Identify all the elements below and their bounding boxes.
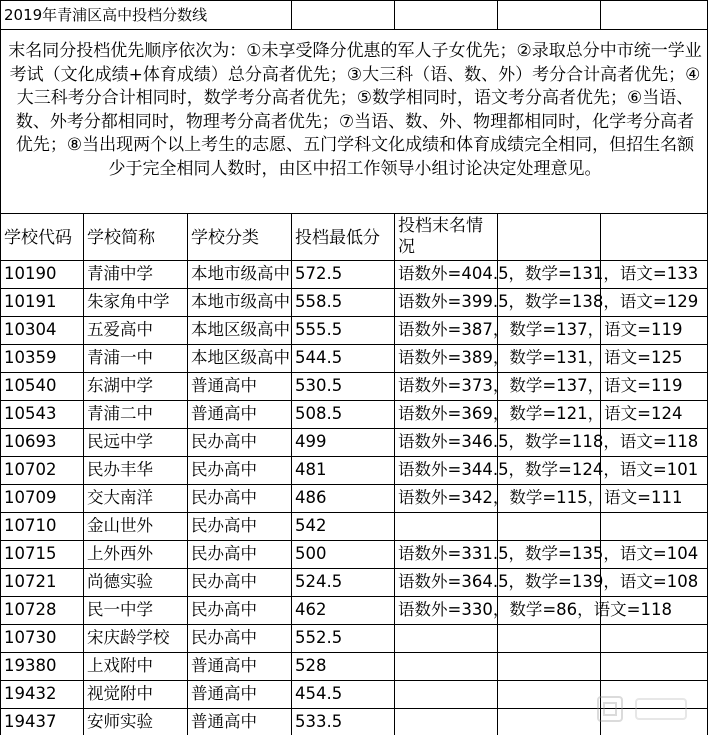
grid-line xyxy=(0,372,708,373)
cell-tie-info: 语数外=364.5，数学=139，语文=108 xyxy=(398,572,699,591)
cell-code: 10728 xyxy=(4,600,57,619)
cell-code: 10721 xyxy=(4,572,57,591)
cell-min-score: 572.5 xyxy=(295,264,343,283)
cell-category: 普通高中 xyxy=(191,376,257,395)
cell-code: 10540 xyxy=(4,376,57,395)
grid-line xyxy=(0,29,708,30)
grid-line xyxy=(0,568,708,569)
cell-category: 普通高中 xyxy=(191,656,257,675)
grid-line xyxy=(0,428,708,429)
cell-category: 本地市级高中 xyxy=(191,264,290,283)
grid-line xyxy=(0,288,708,289)
grid-line xyxy=(0,456,708,457)
cell-code: 10190 xyxy=(4,264,57,283)
grid-line xyxy=(394,0,395,29)
cell-code: 10304 xyxy=(4,320,57,339)
cell-tie-info: 语数外=331.5，数学=135，语文=104 xyxy=(398,544,699,563)
cell-category: 民办高中 xyxy=(191,600,257,619)
cell-min-score: 508.5 xyxy=(295,404,343,423)
cell-category: 民办高中 xyxy=(191,572,257,591)
cell-min-score: 533.5 xyxy=(295,712,343,731)
grid-line xyxy=(394,213,395,735)
cell-name: 朱家角中学 xyxy=(87,292,170,311)
grid-line xyxy=(0,0,708,1)
cell-tie-info: 语数外=399.5，数学=138，语文=129 xyxy=(398,292,699,311)
grid-line xyxy=(0,624,708,625)
cell-min-score: 528 xyxy=(295,656,327,675)
cell-min-score: 499 xyxy=(295,432,327,451)
grid-line xyxy=(497,0,498,29)
cell-category: 民办高中 xyxy=(191,628,257,647)
cell-min-score: 530.5 xyxy=(295,376,343,395)
cell-min-score: 542 xyxy=(295,516,327,535)
grid-line xyxy=(0,213,708,214)
cell-category: 民办高中 xyxy=(191,432,257,451)
header-school-category: 学校分类 xyxy=(191,228,259,248)
cell-code: 10715 xyxy=(4,544,57,563)
cell-code: 19437 xyxy=(4,712,57,731)
cell-tie-info: 语数外=404.5，数学=131，语文=133 xyxy=(398,264,699,283)
cell-min-score: 486 xyxy=(295,488,327,507)
grid-line xyxy=(0,596,708,597)
cell-name: 五爱高中 xyxy=(87,320,153,339)
cell-name: 上戏附中 xyxy=(87,656,153,675)
cell-min-score: 552.5 xyxy=(295,628,343,647)
cell-name: 青浦中学 xyxy=(87,264,153,283)
grid-line xyxy=(0,680,708,681)
grid-line xyxy=(0,316,708,317)
cell-category: 民办高中 xyxy=(191,544,257,563)
grid-line xyxy=(291,0,292,29)
cell-name: 青浦一中 xyxy=(87,348,153,367)
header-min-score: 投档最低分 xyxy=(295,228,380,248)
grid-line xyxy=(291,213,292,735)
cell-category: 本地区级高中 xyxy=(191,320,290,339)
cell-code: 10191 xyxy=(4,292,57,311)
cell-category: 本地市级高中 xyxy=(191,292,290,311)
grid-line xyxy=(0,652,708,653)
cell-code: 10693 xyxy=(4,432,57,451)
cell-code: 10710 xyxy=(4,516,57,535)
cell-min-score: 555.5 xyxy=(295,320,343,339)
cell-category: 普通高中 xyxy=(191,404,257,423)
cell-min-score: 544.5 xyxy=(295,348,343,367)
header-tie-info: 投档末名情况 xyxy=(398,216,483,257)
grid-line xyxy=(600,0,601,29)
cell-tie-info: 语数外=373，数学=137，语文=119 xyxy=(398,376,683,395)
cell-code: 10730 xyxy=(4,628,57,647)
cell-min-score: 500 xyxy=(295,544,327,563)
grid-line xyxy=(0,540,708,541)
cell-name: 安师实验 xyxy=(87,712,153,731)
cell-category: 普通高中 xyxy=(191,684,257,703)
grid-line xyxy=(187,213,188,735)
cell-tie-info: 语数外=344.5，数学=124，语文=101 xyxy=(398,460,699,479)
cell-name: 宋庆龄学校 xyxy=(87,628,170,647)
cell-name: 视觉附中 xyxy=(87,684,153,703)
cell-name: 金山世外 xyxy=(87,516,153,535)
cell-tie-info: 语数外=369，数学=121，语文=124 xyxy=(398,404,683,423)
cell-tie-info: 语数外=387，数学=137，语文=119 xyxy=(398,320,683,339)
cell-name: 民办丰华 xyxy=(87,460,153,479)
cell-min-score: 524.5 xyxy=(295,572,343,591)
sheet-title: 2019年青浦区高中投档分数线 xyxy=(4,6,208,24)
cell-code: 10543 xyxy=(4,404,57,423)
cell-category: 本地区级高中 xyxy=(191,348,290,367)
cell-code: 10359 xyxy=(4,348,57,367)
grid-line xyxy=(0,484,708,485)
cell-name: 东湖中学 xyxy=(87,376,153,395)
cell-tie-info: 语数外=342，数学=115，语文=111 xyxy=(398,488,683,507)
cell-name: 交大南洋 xyxy=(87,488,153,507)
cell-category: 民办高中 xyxy=(191,460,257,479)
grid-line xyxy=(0,344,708,345)
watermark-logo xyxy=(560,691,700,727)
cell-min-score: 481 xyxy=(295,460,327,479)
cell-name: 尚德实验 xyxy=(87,572,153,591)
grid-line xyxy=(0,400,708,401)
cell-tie-info: 语数外=346.5，数学=118，语文=118 xyxy=(398,432,699,451)
cell-min-score: 558.5 xyxy=(295,292,343,311)
header-school-name: 学校简称 xyxy=(87,228,155,248)
cell-code: 19380 xyxy=(4,656,57,675)
cell-tie-info: 语数外=389，数学=131，语文=125 xyxy=(398,348,683,367)
cell-code: 10709 xyxy=(4,488,57,507)
grid-line xyxy=(0,260,708,261)
cell-name: 民一中学 xyxy=(87,600,153,619)
grid-line xyxy=(0,512,708,513)
tie-break-note: 末名同分投档优先顺序依次为：①未享受降分优惠的军人子女优先；②录取总分中市统一学业考试（文化成绩+体育成绩）总分高者优先；③大三科（语、数、外）考分合计高者优先；④大三科考分合计相同时，数学考分高者优先；⑤数学相同时，语文考分高者优先；⑥当语、数、外考分都相同时，物理考分高者优先；⑦当语、数、外、物理都相同时，化学考分高者优先；⑧当出现两个以上考生的志愿、五门学科文化成绩和体育成绩完全相同，但招生名额少于完全相同人数时，由区中招工作领导小组讨论决定处理意见。 xyxy=(8,41,702,179)
grid-line xyxy=(83,213,84,735)
cell-min-score: 462 xyxy=(295,600,327,619)
cell-category: 民办高中 xyxy=(191,516,257,535)
cell-code: 19432 xyxy=(4,684,57,703)
header-school-code: 学校代码 xyxy=(4,228,72,248)
cell-name: 民远中学 xyxy=(87,432,153,451)
cell-min-score: 454.5 xyxy=(295,684,343,703)
cell-category: 普通高中 xyxy=(191,712,257,731)
cell-name: 青浦二中 xyxy=(87,404,153,423)
cell-category: 民办高中 xyxy=(191,488,257,507)
cell-code: 10702 xyxy=(4,460,57,479)
cell-tie-info: 语数外=330，数学=86，语文=118 xyxy=(398,600,672,619)
cell-name: 上外西外 xyxy=(87,544,153,563)
